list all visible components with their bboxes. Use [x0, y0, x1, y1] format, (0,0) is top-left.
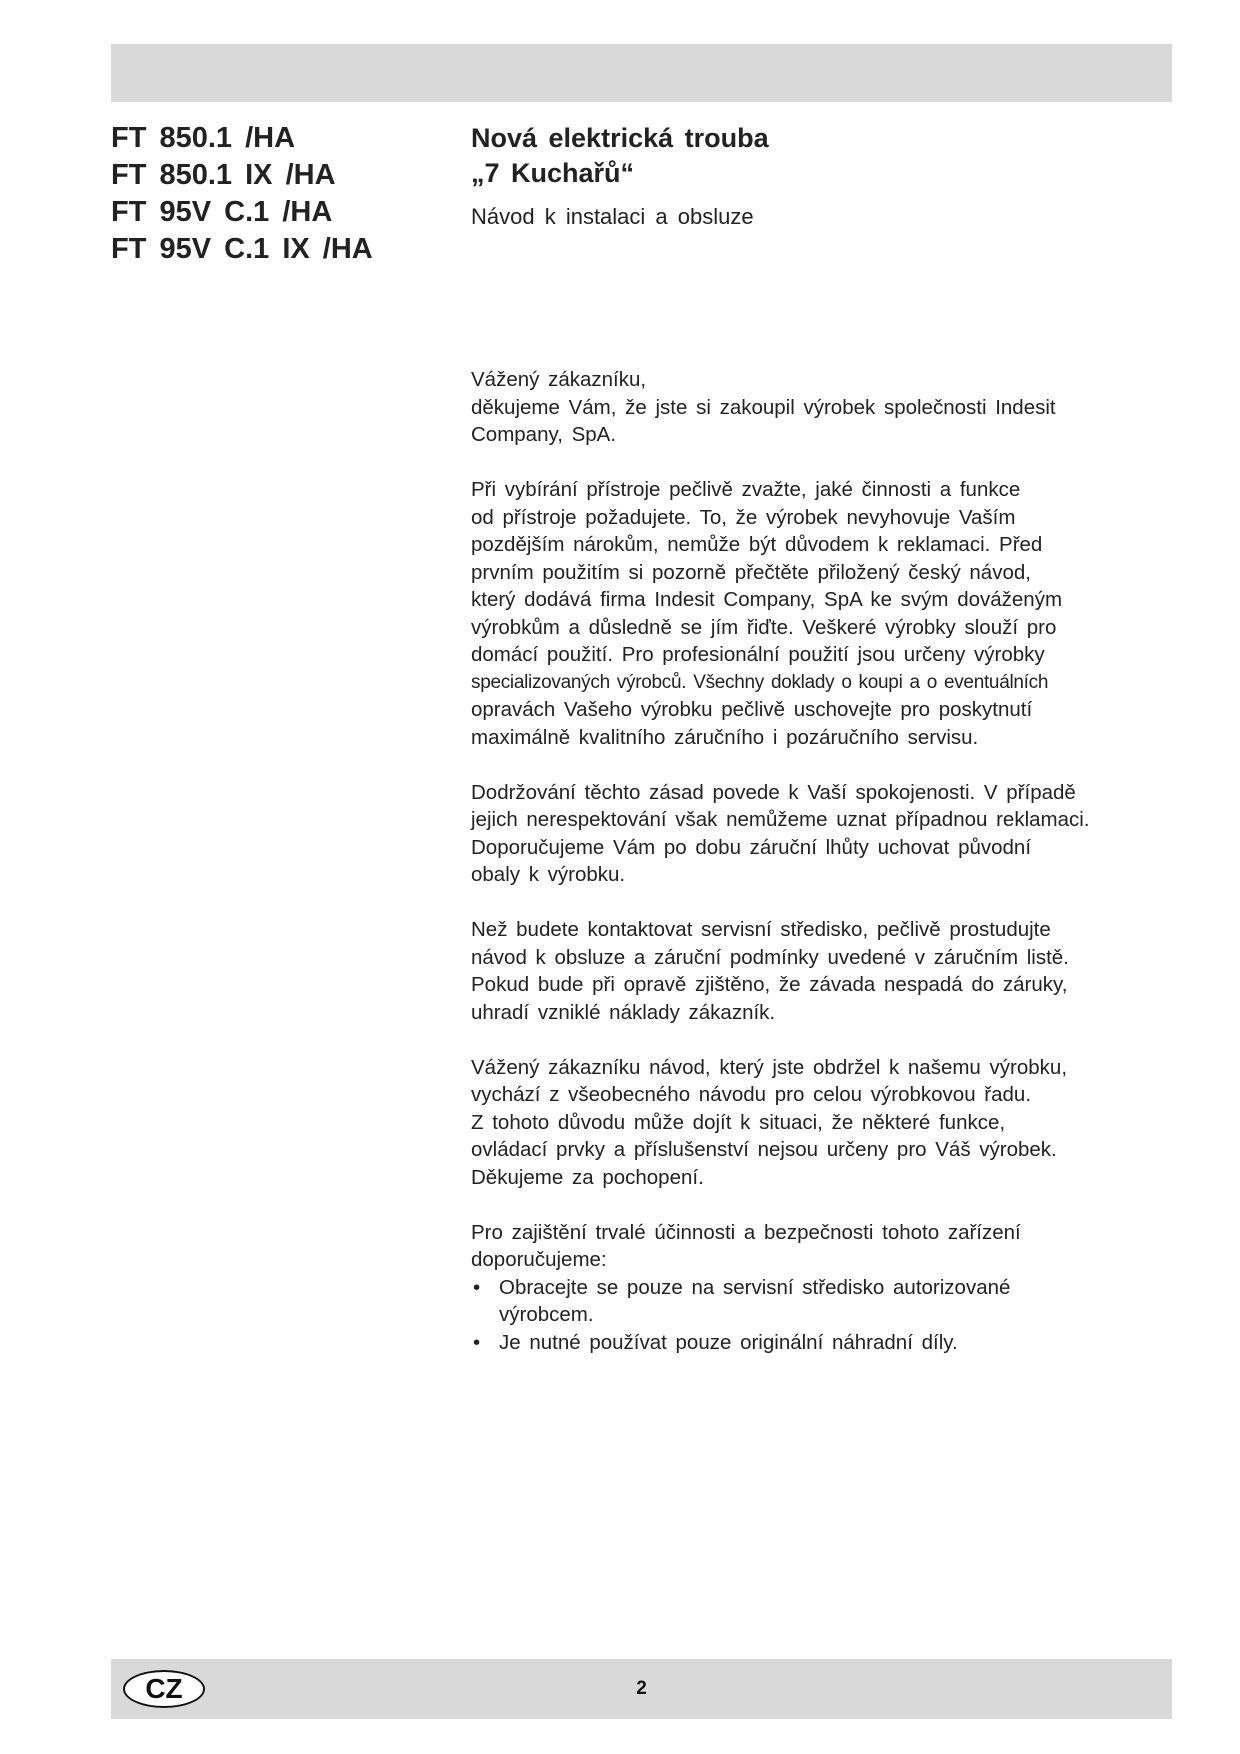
text-line: výrobkům a důsledně se jím řiďte. Veškeré výrobky slouží pro — [471, 615, 1057, 639]
text-line: doporučujeme: — [471, 1248, 607, 1271]
text-line: Vážený zákazníku, — [471, 368, 647, 391]
document-subtitle: Návod k instalaci a obsluze — [471, 204, 754, 229]
model-name: FT 95V C.1 /HA — [111, 196, 333, 228]
document-title: „7 Kuchařů“ — [471, 158, 635, 188]
text-line: jejich nerespektování však nemůžeme uznat případnou reklamaci. — [471, 808, 1090, 831]
model-name: FT 850.1 IX /HA — [111, 159, 336, 191]
text-line: Dodržování těchto zásad povede k Vaší spokojenosti. V případě — [471, 780, 1076, 804]
document-title: Nová elektrická trouba — [471, 123, 769, 153]
bullet-item — [471, 1274, 1186, 1329]
paragraph-manual-scope — [471, 1054, 1186, 1192]
text-line: obaly k výrobku. — [471, 863, 626, 886]
language-badge: CZ — [123, 1670, 205, 1708]
page-number: 2 — [636, 1678, 647, 1699]
text-line: Pokud bude při opravě zjištěno, že závada nespadá do záruky, — [471, 973, 1068, 996]
paragraph-selection — [471, 476, 1186, 751]
model-name: FT 95V C.1 IX /HA — [111, 233, 373, 265]
text-line: maximálně kvalitního záručního i pozáručního servisu. — [471, 725, 979, 749]
text-line: Obracejte se pouze na servisní středisko autorizované — [499, 1275, 1011, 1299]
text-line: prvním použitím si pozorně přečtěte přiložený český návod, — [471, 560, 1031, 584]
text-line: vychází z všeobecného návodu pro celou výrobkovou řadu. — [471, 1083, 1032, 1106]
text-line: výrobcem. — [499, 1303, 594, 1326]
text-line: uhradí vzniklé náklady zákazník. — [471, 1000, 776, 1024]
title-block — [471, 121, 1171, 231]
text-line: Pro zajištění trvalé účinnosti a bezpečnosti tohoto zařízení — [471, 1220, 1021, 1244]
text-line: domácí použití. Pro profesionální použití jsou určeny výrobky — [471, 643, 1045, 666]
footer-bar — [111, 1659, 1172, 1719]
body-text — [471, 366, 1186, 1384]
text-line: Děkujeme za pochopení. — [471, 1165, 704, 1189]
paragraph-recommendations — [471, 1219, 1186, 1357]
paragraph-greeting — [471, 366, 1186, 449]
text-line: Z tohoto důvodu může dojít k situaci, že některé funkce, — [471, 1110, 1006, 1134]
text-line: Než budete kontaktovat servisní středisko, pečlivě prostudujte — [471, 918, 1051, 941]
text-line: opravách Vašeho výrobku pečlivě uschovejte pro poskytnutí — [471, 698, 1033, 721]
text-line: který dodává firma Indesit Company, SpA ke svým dováženým — [471, 588, 1063, 611]
top-header-bar — [111, 44, 1172, 102]
paragraph-compliance — [471, 779, 1186, 889]
text-line: specializovaných výrobců. Všechny doklady o koupi a o eventuálních — [471, 671, 1049, 693]
text-line: Je nutné používat pouze originální náhradní díly. — [499, 1330, 958, 1354]
text-line: Doporučujeme Vám po dobu záruční lhůty uchovat původní — [471, 835, 1032, 859]
text-line: děkujeme Vám, že jste si zakoupil výrobek společnosti Indesit — [471, 395, 1056, 419]
text-line: Company, SpA. — [471, 423, 617, 446]
text-line: pozdějším nárokům, nemůže být důvodem k reklamaci. Před — [471, 533, 1043, 556]
text-line: Vážený zákazníku návod, který jste obdržel k našemu výrobku, — [471, 1055, 1068, 1079]
bullet-item — [471, 1329, 1186, 1357]
paragraph-service — [471, 916, 1186, 1026]
text-line: návod k obsluze a záruční podmínky uvedené v záručním listě. — [471, 945, 1069, 969]
model-name: FT 850.1 /HA — [111, 122, 296, 154]
text-line: ovládací prvky a příslušenství nejsou určeny pro Váš výrobek. — [471, 1138, 1057, 1161]
model-list — [111, 120, 451, 268]
text-line: od přístroje požadujete. To, že výrobek nevyhovuje Vaším — [471, 505, 1016, 529]
text-line: Při vybírání přístroje pečlivě zvažte, jaké činnosti a funkce — [471, 478, 1021, 501]
bullet-icon: • — [473, 1330, 481, 1354]
bullet-icon: • — [473, 1275, 481, 1299]
